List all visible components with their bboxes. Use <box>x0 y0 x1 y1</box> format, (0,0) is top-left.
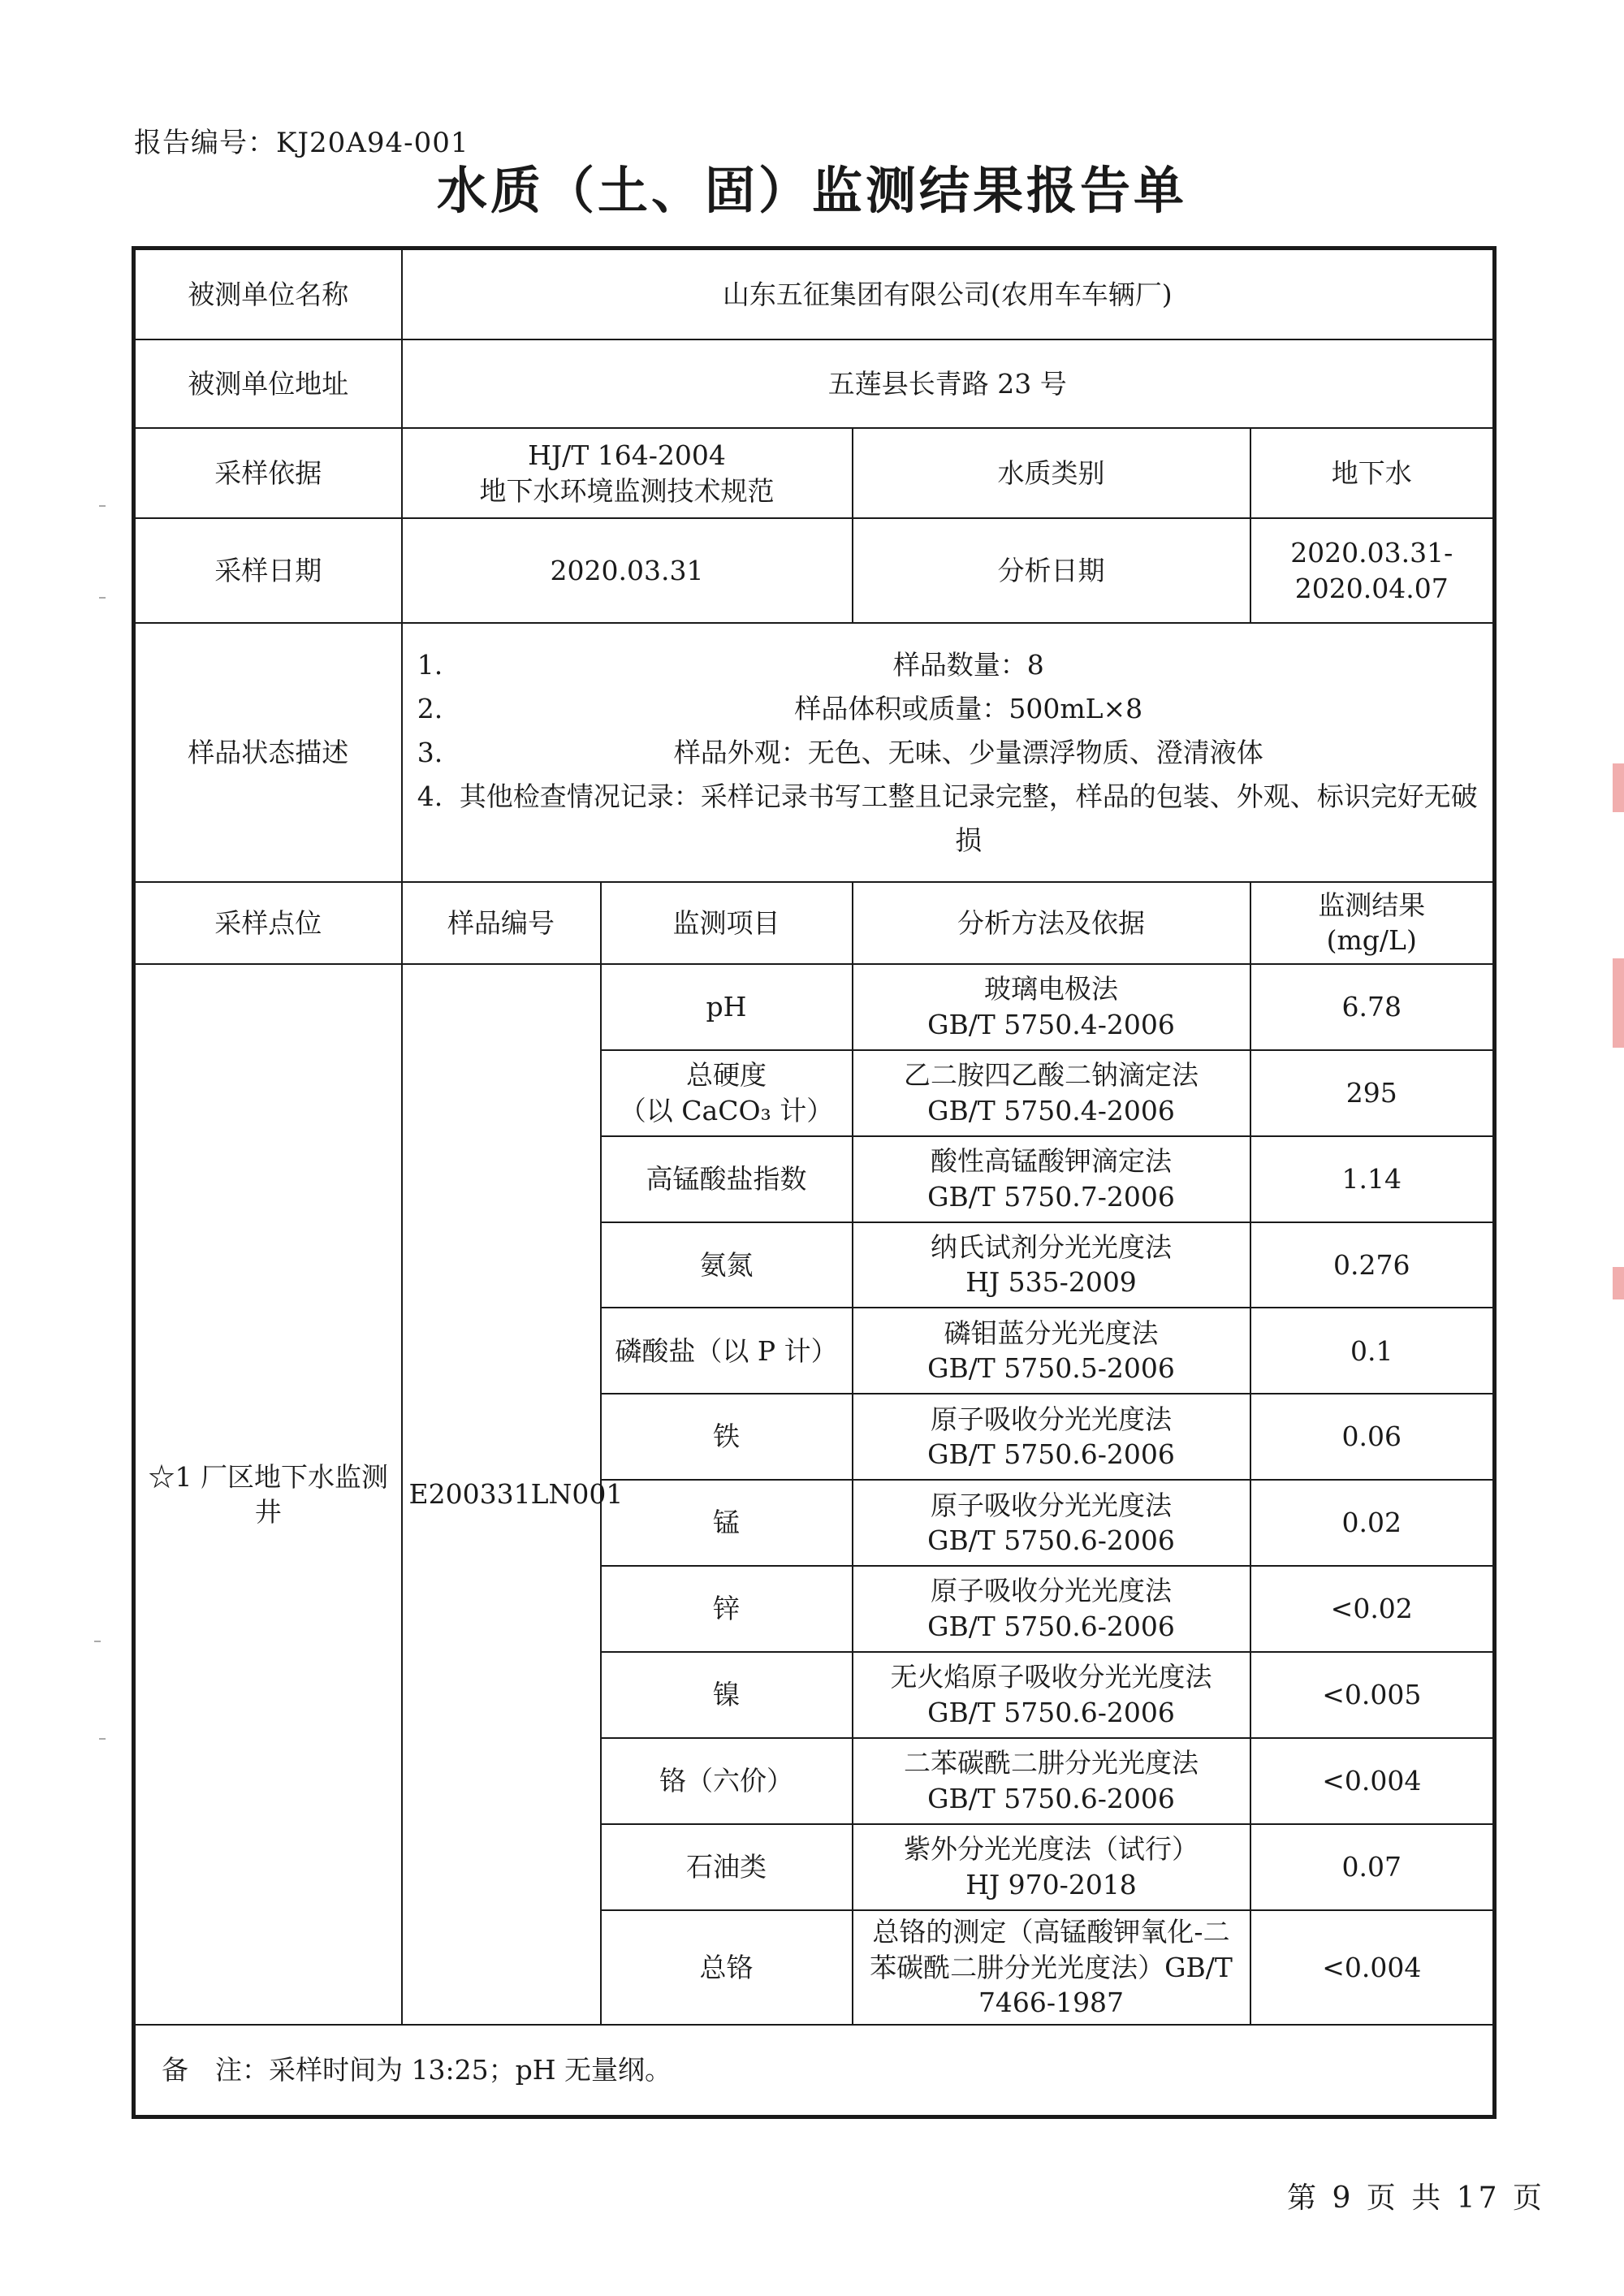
binding-edge-mark <box>1613 763 1624 812</box>
row-unit-name <box>134 249 1495 340</box>
method-line-1: 无火焰原子吸收分光光度法 <box>890 1661 1212 1693</box>
col-header-point: 采样点位 <box>134 882 402 964</box>
result-cell: 0.1 <box>1250 1308 1495 1394</box>
unit-address-value: 五莲县长青路 23 号 <box>402 339 1495 428</box>
sampling-point: ☆1 厂区地下水监测井 <box>134 964 402 2026</box>
col-header-result-line-2: (mg/L) <box>1326 924 1417 957</box>
result-cell: 0.276 <box>1250 1222 1495 1308</box>
method-cell: 总铬的测定（高锰酸钾氧化-二苯碳酰二肼分光光度法）GB/T 7466-1987 <box>853 1910 1250 2026</box>
state-item <box>409 643 1487 687</box>
item-cell: 石油类 <box>601 1824 853 1910</box>
sampling-basis-line-2: 地下水环境监测技术规范 <box>479 474 775 507</box>
result-cell: 0.06 <box>1250 1394 1495 1480</box>
method-line-2: GB/T 5750.6-2006 <box>927 1438 1175 1471</box>
row-sample-state <box>134 623 1495 882</box>
method-line-2: GB/T 5750.4-2006 <box>927 1008 1175 1040</box>
unit-name-value: 山东五征集团有限公司(农用车车辆厂) <box>402 249 1495 340</box>
method-line-1: 乙二胺四乙酸二钠滴定法 <box>904 1059 1199 1092</box>
scan-speck <box>94 1641 101 1642</box>
row-unit-address <box>134 339 1495 428</box>
scan-speck <box>99 1738 106 1740</box>
table-row <box>134 964 1495 1050</box>
page-title: 水质（土、固）监测结果报告单 <box>436 161 1187 220</box>
item-cell: 氨氮 <box>601 1222 853 1308</box>
item-cell: 锌 <box>601 1566 853 1652</box>
remark-row <box>134 2025 1495 2117</box>
item-cell: 磷酸盐（以 P 计） <box>601 1308 853 1394</box>
method-line-2: GB/T 5750.4-2006 <box>927 1094 1175 1126</box>
page-number: 第 9 页 共 17 页 <box>1287 2181 1545 2215</box>
result-cell: <0.004 <box>1250 1738 1495 1824</box>
sampling-basis-label: 采样依据 <box>134 428 402 518</box>
item-cell: 锰 <box>601 1480 853 1566</box>
report-table <box>132 246 1497 2119</box>
method-line-1: 二苯碳酰二肼分光光度法 <box>904 1747 1199 1779</box>
state-item-num: 2. <box>417 692 443 724</box>
result-cell: 6.78 <box>1250 964 1495 1050</box>
method-cell <box>853 1652 1250 1738</box>
method-line-2: HJ 535-2009 <box>965 1266 1137 1299</box>
unit-name-label: 被测单位名称 <box>134 249 402 340</box>
binding-edge-mark <box>1613 958 1624 1048</box>
item-cell <box>601 1050 853 1136</box>
method-line-1: 原子吸收分光光度法 <box>931 1489 1172 1521</box>
method-line-2: GB/T 5750.6-2006 <box>927 1524 1175 1557</box>
method-line-1: 紫外分光光度法（试行） <box>904 1833 1199 1866</box>
item-cell: pH <box>601 964 853 1050</box>
state-item <box>409 687 1487 731</box>
method-line-2: GB/T 5750.5-2006 <box>927 1352 1175 1385</box>
col-header-result-line-1: 监测结果 <box>1318 889 1426 921</box>
result-cell: 0.02 <box>1250 1480 1495 1566</box>
method-line-2: GB/T 5750.7-2006 <box>927 1180 1175 1213</box>
result-cell: 0.07 <box>1250 1824 1495 1910</box>
state-item <box>409 731 1487 775</box>
state-item-num: 1. <box>417 648 443 681</box>
method-line-2: GB/T 5750.6-2006 <box>927 1611 1175 1643</box>
method-cell <box>853 1394 1250 1480</box>
sampling-basis-value <box>402 428 853 518</box>
sample-number: E200331LN001 <box>402 964 601 2026</box>
row-sampling-basis <box>134 428 1495 518</box>
method-line-1: 原子吸收分光光度法 <box>931 1403 1172 1435</box>
result-cell: 295 <box>1250 1050 1495 1136</box>
method-cell <box>853 1566 1250 1652</box>
method-line-2: GB/T 5750.6-2006 <box>927 1782 1175 1814</box>
col-header-result <box>1250 882 1495 964</box>
col-header-sample-no: 样品编号 <box>402 882 601 964</box>
item-cell: 总铬 <box>601 1910 853 2026</box>
method-line-2: HJ 970-2018 <box>965 1868 1137 1900</box>
result-cell: 1.14 <box>1250 1136 1495 1222</box>
analysis-date-label: 分析日期 <box>853 518 1250 623</box>
state-item-text: 样品体积或质量：500mL×8 <box>794 692 1143 724</box>
method-cell <box>853 1480 1250 1566</box>
method-line-1: 玻璃电极法 <box>984 973 1118 1005</box>
item-cell: 高锰酸盐指数 <box>601 1136 853 1222</box>
sampling-basis-line-1: HJ/T 164-2004 <box>528 439 726 472</box>
col-header-method: 分析方法及依据 <box>853 882 1250 964</box>
method-line-1: 纳氏试剂分光光度法 <box>931 1230 1172 1263</box>
method-line-1: 酸性高锰酸钾滴定法 <box>931 1145 1172 1178</box>
state-item-text: 样品外观：无色、无味、少量漂浮物质、澄清液体 <box>673 736 1263 768</box>
state-item-num: 3. <box>417 736 443 768</box>
state-item-text: 其他检查情况记录：采样记录书写工整且记录完整，样品的包装、外观、标识完好无破损 <box>459 780 1478 856</box>
result-cell: <0.02 <box>1250 1566 1495 1652</box>
binding-edge-mark <box>1613 1267 1624 1299</box>
sample-date-value: 2020.03.31 <box>402 518 853 623</box>
method-cell <box>853 1308 1250 1394</box>
method-line-1: 原子吸收分光光度法 <box>931 1575 1172 1607</box>
result-cell: <0.005 <box>1250 1652 1495 1738</box>
sample-state-list <box>402 623 1495 882</box>
analysis-date-value: 2020.03.31-2020.04.07 <box>1250 518 1495 623</box>
column-header-row <box>134 882 1495 964</box>
item-cell: 铬（六价） <box>601 1738 853 1824</box>
water-type-value: 地下水 <box>1250 428 1495 518</box>
item-line-1: 总硬度 <box>686 1059 767 1092</box>
col-header-item: 监测项目 <box>601 882 853 964</box>
unit-address-label: 被测单位地址 <box>134 339 402 428</box>
report-number: 报告编号：KJ20A94-001 <box>134 127 469 159</box>
item-line-2: （以 CaCO₃ 计） <box>619 1094 834 1126</box>
method-cell <box>853 1050 1250 1136</box>
method-cell <box>853 964 1250 1050</box>
item-cell: 铁 <box>601 1394 853 1480</box>
method-cell <box>853 1136 1250 1222</box>
state-item <box>409 775 1487 863</box>
method-line-2: GB/T 5750.6-2006 <box>927 1696 1175 1728</box>
sample-date-label: 采样日期 <box>134 518 402 623</box>
method-cell <box>853 1222 1250 1308</box>
method-cell <box>853 1824 1250 1910</box>
scan-speck <box>99 597 106 599</box>
method-cell <box>853 1738 1250 1824</box>
result-cell: <0.004 <box>1250 1910 1495 2026</box>
remark: 备 注：采样时间为 13:25；pH 无量纲。 <box>134 2025 1495 2117</box>
state-item-text: 样品数量：8 <box>892 648 1044 681</box>
item-cell: 镍 <box>601 1652 853 1738</box>
scan-speck <box>99 505 106 507</box>
state-item-num: 4. <box>417 780 443 812</box>
method-line-1: 磷钼蓝分光光度法 <box>944 1317 1159 1349</box>
water-type-label: 水质类别 <box>853 428 1250 518</box>
sample-state-label: 样品状态描述 <box>134 623 402 882</box>
row-dates <box>134 518 1495 623</box>
